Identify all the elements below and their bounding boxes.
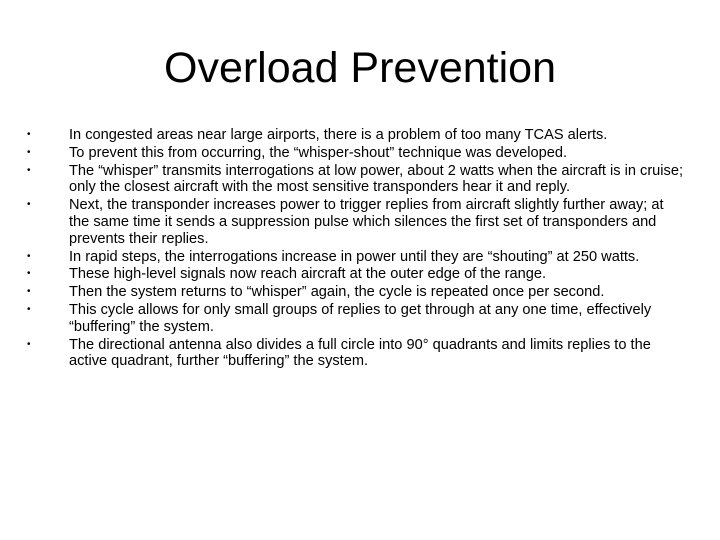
bullet-text: This cycle allows for only small groups of replies to get through at any one time, effectively “buffering” the system.: [69, 301, 652, 335]
bullet-text: The directional antenna also divides a full circle into 90° quadrants and limits replies to the active quadrant, further “buffering” the system.: [69, 336, 651, 370]
bullet-dot-icon: •: [27, 199, 31, 211]
bullet-text: Then the system returns to “whisper” again, the cycle is repeated once per second.: [69, 284, 605, 301]
bullet-dot-icon: •: [27, 250, 31, 262]
bullet-list: [27, 127, 687, 371]
bullet-dot-icon: •: [27, 286, 31, 298]
bullet-item: [27, 127, 687, 144]
bullet-item: [27, 163, 687, 197]
bullet-text: Next, the transponder increases power to trigger replies from aircraft slightly further away; at the same time it sends a suppression pulse which silences the first set of transponders and prevents their replies.: [69, 197, 664, 247]
bullet-item: [27, 145, 687, 162]
bullet-dot-icon: •: [27, 129, 31, 140]
bullet-text: In rapid steps, the interrogations increase in power until they are “shouting” at 250 watts.: [69, 248, 640, 265]
bullet-dot-icon: •: [27, 164, 31, 176]
bullet-item: [27, 284, 687, 301]
bullet-text: To prevent this from occurring, the “whisper-shout” technique was developed.: [69, 144, 568, 161]
bullet-text: These high-level signals now reach aircraft at the outer edge of the range.: [69, 266, 547, 283]
bullet-dot-icon: •: [27, 338, 31, 350]
bullet-dot-icon: •: [27, 268, 31, 280]
slide-title: Overload Prevention: [164, 44, 556, 92]
bullet-dot-icon: •: [27, 146, 31, 158]
bullet-dot-icon: •: [27, 303, 31, 315]
bullet-text: In congested areas near large airports, there is a problem of too many TCAS alerts.: [69, 127, 608, 143]
bullet-item: [27, 337, 687, 371]
bullet-text: The “whisper” transmits interrogations at low power, about 2 watts when the aircraft is in cruise; only the closest aircraft with the most sensitive transponders hear it and reply.: [69, 162, 684, 196]
bullet-item: [27, 302, 687, 336]
bullet-item: [27, 266, 687, 283]
bullet-item: [27, 197, 687, 247]
bullet-item: [27, 249, 687, 266]
